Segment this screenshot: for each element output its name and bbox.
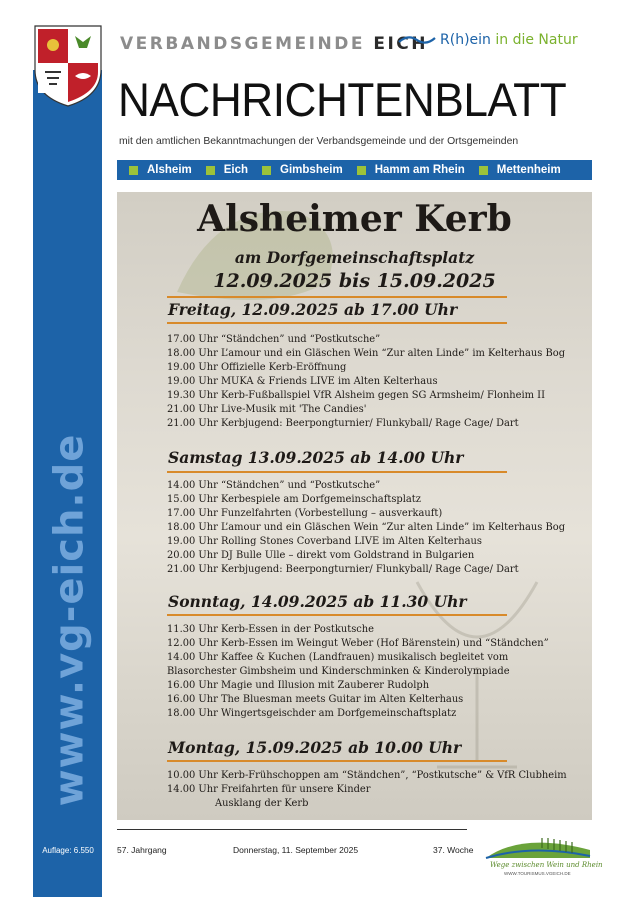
event-line: 10.00 Uhr Kerb-Frühschoppen am “Ständchen”, “Postkutsche” & VfR Clubheim	[167, 770, 567, 781]
slogan-green: in die Natur	[495, 32, 578, 48]
event-line: 21.00 Uhr Live-Musik mit 'The Candies'	[167, 404, 367, 415]
event-line: 18.00 Uhr L’amour und ein Gläschen Wein “Zur alten Linde” im Kelterhaus Bog	[167, 522, 566, 533]
print-run: Auflage: 6.550	[42, 846, 94, 855]
event-line: 20.00 Uhr DJ Bulle Ulle – direkt vom Goldstrand in Bulgarien	[167, 550, 475, 561]
event-line: 21.00 Uhr Kerbjugend: Beerpongturnier/ Flunkyball/ Rage Cage/ Dart	[167, 418, 519, 429]
event-line: 14.00 Uhr Freifahrten für unsere Kinder	[167, 784, 371, 795]
slogan-blue: R(h)ein	[440, 32, 491, 48]
poster-venue: am Dorfgemeinschaftsplatz	[234, 248, 475, 267]
divider	[167, 322, 507, 324]
volume-number: 57. Jahrgang	[117, 845, 167, 855]
event-line: Blasorchester Gimbsheim und Kinderschminken & Kinderolympiade	[167, 666, 510, 677]
day-heading-friday: Freitag, 12.09.2025 ab 17.00 Uhr	[168, 300, 458, 319]
event-line: 15.00 Uhr Kerbespiele am Dorfgemeinschaftsplatz	[167, 494, 421, 505]
event-line: 17.00 Uhr Funzelfahrten (Vorbestellung – ausverkauft)	[167, 508, 443, 519]
event-line: 14.00 Uhr Kaffee & Kuchen (Landfrauen) musikalisch begleitet vom	[167, 652, 509, 663]
tourism-slogan: Wege zwischen Wein und Rhein	[490, 861, 603, 869]
vertical-website-url[interactable]: www.vg-eich.de	[46, 433, 93, 807]
event-line: 12.00 Uhr Kerb-Essen im Weingut Weber (Hof Bärenstein) und “Ständchen”	[167, 638, 549, 649]
hills-vines-icon	[482, 828, 594, 862]
poster-title: Alsheimer Kerb	[197, 198, 512, 240]
event-line: 18.00 Uhr L’amour und ein Gläschen Wein “Zur alten Linde” im Kelterhaus Bog	[167, 348, 566, 359]
masthead-title: NACHRICHTENBLATT	[118, 73, 567, 126]
divider	[167, 471, 507, 473]
wave-icon	[398, 33, 436, 47]
event-line: 18.00 Uhr Wingertsgeischder am Dorfgemeinschaftsplatz	[167, 708, 457, 719]
day-heading-sunday: Sonntag, 14.09.2025 ab 11.30 Uhr	[168, 592, 467, 611]
event-line: 16.00 Uhr Magie und Illusion mit Zauberer Rudolph	[167, 680, 430, 691]
divider	[167, 614, 507, 616]
tourism-url: WWW.TOURISMUS.VGEICH.DE	[504, 871, 571, 876]
square-icon	[206, 166, 215, 175]
towns-bar	[117, 160, 592, 180]
event-line: 16.00 Uhr The Bluesman meets Guitar im Alten Kelterhaus	[167, 694, 464, 705]
event-line: 14.00 Uhr “Ständchen” und “Postkutsche”	[167, 480, 381, 491]
event-line: 19.00 Uhr Rolling Stones Coverband LIVE im Alten Kelterhaus	[167, 536, 482, 547]
municipality-name: VERBANDSGEMEINDE EICH	[120, 34, 429, 54]
slogan-logo	[398, 32, 578, 48]
event-line: 17.00 Uhr “Ständchen” und “Postkutsche”	[167, 334, 381, 345]
day-heading-monday: Montag, 15.09.2025 ab 10.00 Uhr	[168, 738, 462, 757]
town-item-mettenheim[interactable]: Mettenheim	[479, 164, 561, 176]
issue-date: Donnerstag, 11. September 2025	[233, 845, 359, 855]
event-poster	[117, 192, 592, 820]
week-number: 37. Woche	[433, 845, 474, 855]
day-heading-saturday: Samstag 13.09.2025 ab 14.00 Uhr	[168, 448, 464, 467]
town-item-eich[interactable]: Eich	[206, 164, 248, 176]
event-line: 19.00 Uhr MUKA & Friends LIVE im Alten Kelterhaus	[167, 376, 438, 387]
town-item-gimbsheim[interactable]: Gimbsheim	[262, 164, 343, 176]
square-icon	[479, 166, 488, 175]
town-item-hamm-am-rhein[interactable]: Hamm am Rhein	[357, 164, 465, 176]
event-line: 19.30 Uhr Kerb-Fußballspiel VfR Alsheim gegen SG Armsheim/ Flonheim II	[167, 390, 545, 401]
coat-of-arms-icon	[33, 20, 103, 108]
divider	[167, 760, 507, 762]
event-line: 11.30 Uhr Kerb-Essen in der Postkutsche	[167, 624, 374, 635]
divider	[167, 296, 507, 298]
square-icon	[262, 166, 271, 175]
square-icon	[357, 166, 366, 175]
event-line: 21.00 Uhr Kerbjugend: Beerpongturnier/ Flunkyball/ Rage Cage/ Dart	[167, 564, 519, 575]
town-item-alsheim[interactable]: Alsheim	[129, 164, 192, 176]
event-line: 19.00 Uhr Offizielle Kerb-Eröffnung	[167, 362, 347, 373]
event-line: Ausklang der Kerb	[215, 798, 309, 809]
masthead-subtitle: mit den amtlichen Bekanntmachungen der Verbandsgemeinde und der Ortsgemeinden	[119, 136, 519, 147]
footer-divider	[117, 829, 467, 830]
poster-dates: 12.09.2025 bis 15.09.2025	[213, 270, 496, 292]
tourism-logo[interactable]	[482, 828, 603, 880]
square-icon	[129, 166, 138, 175]
